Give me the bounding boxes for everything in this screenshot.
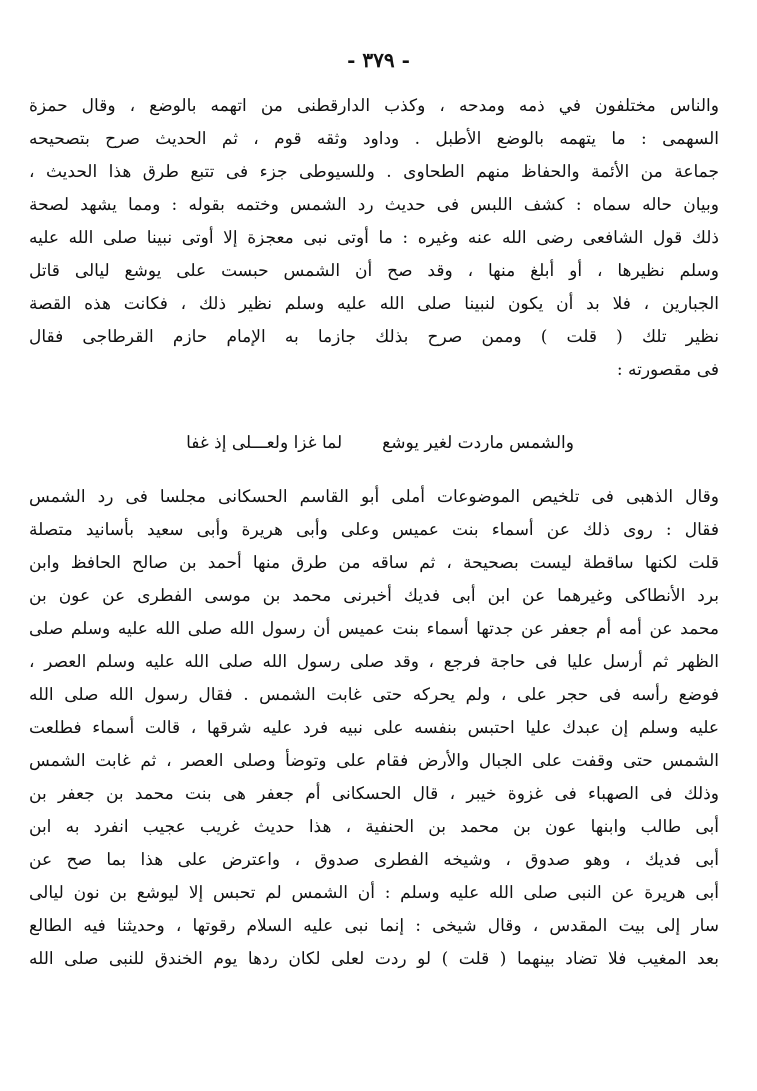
text-line: فوضع رأسه فى حجر على ، ولم يحركه حتى غابت الشمس . فقال رسول الله صلى الله — [29, 685, 719, 705]
text-line: وذلك فى الصهباء فى غزوة خيبر ، قال الحسكانى أم جعفر هى بنت محمد بن جعفر بن — [29, 784, 719, 804]
verse-first-hemistich: والشمس ماردت لغير يوشع — [382, 433, 574, 453]
text-line: أبى هريرة عن النبى صلى الله عليه وسلم : أن الشمس لم تحبس إلا ليوشع بن نون ليالى — [29, 883, 719, 903]
text-line: برد الأنطاكى وغيرهما عن ابن أبى فديك أخبرنى محمد بن موسى الفطرى عن عون بن — [29, 586, 719, 606]
text-line: أبى فديك ، وهو صدوق ، وشيخه الفطرى صدوق ، واعترض على هذا بما صح عن — [29, 850, 719, 870]
text-line: وسلم نظيرها ، أو أبلغ منها ، وقد صح أن الشمس حبست على يوشع ليالى قاتل — [29, 261, 719, 281]
text-line: بعد المغيب فلا تضاد بينهما ( قلت ) لو ردت لعلى لكان ردها يوم الخندق للنبى صلى الله — [29, 949, 719, 969]
text-line: قلت لكنها ساقطة ليست بصحيحة ، ثم ساقه من طرق منها أحمد بن صالح الحافظ وابن — [29, 553, 719, 573]
text-line: جماعة من الأئمة والحفاظ منهم الطحاوى . وللسيوطى جزء فى تتبع طرق هذا الحديث ، — [29, 162, 719, 182]
text-line: وقال الذهبى فى تلخيص الموضوعات أملى أبو القاسم الحسكانى مجلسا فى رد الشمس — [29, 487, 719, 507]
text-line: ذلك قول الشافعى رضى الله عنه وغيره : ما أوتى نبى معجزة إلا أوتى نبينا صلى الله عليه — [29, 228, 719, 248]
text-line: الشمس حتى وقفت على الجبال والأرض فقام على وتوضأ وصلى العصر ، ثم غابت الشمس — [29, 751, 719, 771]
text-line: الجبارين ، فلا بد أن يكون لنبينا صلى الله عليه وسلم نظير ذلك ، فكانت هذه القصة — [29, 294, 719, 314]
verse-second-hemistich: لما غزا ولعـــلى إذ غفا — [186, 433, 343, 453]
text-line: فى مقصورته : — [616, 360, 719, 380]
paragraph-2 — [29, 481, 719, 976]
text-line: عليه وسلم إن عبدك عليا احتبس بنفسه على نبيه فرد عليه شرقها ، قالت أسماء فطلعت — [29, 718, 719, 738]
paragraph-1 — [29, 90, 719, 387]
text-line: سار إلى بيت المقدس ، وقال شيخى : إنما نبى عليه السلام رقوتها ، وحديثنا فيه الطالع — [29, 916, 719, 936]
text-line: محمد عن أمه أم جعفر عن جدتها أسماء بنت عميس أن رسول الله صلى الله عليه وسلم صلى — [29, 619, 719, 639]
text-line: والناس مختلفون في ذمه ومدحه ، وكذب الدارقطنى من اتهمه بالوضع ، وقال حمزة — [29, 96, 719, 116]
text-line: أبى طالب وابنها عون بن محمد بن الحنفية ، هذا حديث غريب عجيب انفرد به ابن — [29, 817, 719, 837]
text-line: فقال : روى ذلك عن أسماء بنت عميس وعلى وأبى هريرة وأبى سعيد بأسانيد متصلة — [29, 520, 719, 540]
text-line: نظير تلك ( قلت ) وممن صرح بذلك جازما به الإمام حازم القرطاجى فقال — [29, 327, 719, 347]
text-line: السهمى : ما يتهمه بالوضع الأطبل . وداود وثقه قوم ، ثم الحديث صرح بتصحيحه — [29, 129, 719, 149]
page-number: - ٣٧٩ - — [347, 48, 410, 72]
text-line: الظهر ثم أرسل عليا فى حاجة فرجع ، وقد صلى رسول الله صلى الله عليه وسلم العصر ، — [29, 652, 719, 672]
poetry-verse — [60, 427, 700, 460]
text-line: وبيان حاله سماه : كشف اللبس فى حديث رد الشمس وختمه بقوله : ومما يشهد لصحة — [29, 195, 719, 215]
